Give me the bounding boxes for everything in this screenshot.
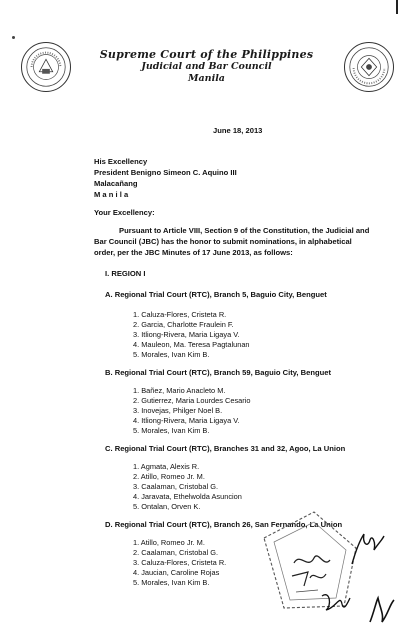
nominee-item: 3. Caalaman, Cristobal G.: [133, 482, 219, 491]
nominee-item: 3. Itliong-Rivera, Maria Ligaya V.: [133, 330, 240, 339]
handwritten-mark-icon: [348, 530, 388, 568]
nominee-item: 3. Caluza-Flores, Cristeta R.: [133, 558, 227, 567]
nominee-item: 5. Morales, Ivan Kim B.: [133, 426, 210, 435]
nominee-item: 5. Morales, Ivan Kim B.: [133, 578, 210, 587]
addressee-line: M a n i l a: [94, 190, 129, 199]
letterhead-city: Manila: [188, 73, 225, 84]
speck: [12, 36, 15, 39]
nominee-item: 4. Jaucian, Caroline Rojas: [133, 568, 220, 577]
nominee-item: 5. Ontalan, Orven K.: [133, 502, 201, 511]
nominee-item: 4. Itliong-Rivera, Maria Ligaya V.: [133, 416, 240, 425]
nominee-item: 4. Mauleon, Ma. Teresa Pagtalunan: [133, 340, 250, 349]
nominee-item: 5. Morales, Ivan Kim B.: [133, 350, 210, 359]
section-title: D. Regional Trial Court (RTC), Branch 26, San Fernando, La Union: [105, 520, 343, 529]
addressee-line: Malacañang: [94, 179, 138, 188]
region-heading: I. REGION I: [105, 269, 146, 278]
nominee-item: 1. Atillo, Romeo Jr. M.: [133, 538, 205, 547]
nominee-item: 1. Caluza-Flores, Cristeta R.: [133, 310, 227, 319]
nominee-item: 3. Inovejas, Philger Noel B.: [133, 406, 223, 415]
addressee-line: President Benigno Simeon C. Aquino III: [94, 168, 237, 177]
section-title: A. Regional Trial Court (RTC), Branch 5, Baguio City, Benguet: [105, 290, 327, 299]
nominee-item: 2. Atillo, Romeo Jr. M.: [133, 472, 205, 481]
nominee-item: 2. Garcia, Charlotte Fraulein F.: [133, 320, 234, 329]
body-line: order, per the JBC Minutes of 17 June 2013, as follows:: [94, 248, 293, 257]
letter-date: June 18, 2013: [213, 126, 263, 135]
body-line: Pursuant to Article VIII, Section 9 of the Constitution, the Judicial and: [119, 226, 370, 235]
handwritten-initials-icon: [364, 592, 398, 628]
section-title: B. Regional Trial Court (RTC), Branch 59, Baguio City, Benguet: [105, 368, 332, 377]
nominee-item: 1. Bañez, Mario Anacleto M.: [133, 386, 226, 395]
handwritten-initials-icon: [318, 586, 354, 618]
salutation: Your Excellency:: [94, 208, 155, 217]
nominee-item: 2. Gutierrez, Maria Lourdes Cesario: [133, 396, 251, 405]
addressee-line: His Excellency: [94, 157, 148, 166]
nominee-item: 4. Jaravata, Ethelwolda Asuncion: [133, 492, 242, 501]
letterhead-council: Judicial and Bar Council: [141, 61, 272, 72]
section-title: C. Regional Trial Court (RTC), Branches 31 and 32, Agoo, La Union: [105, 444, 346, 453]
nominee-item: 1. Agmata, Alexis R.: [133, 462, 200, 471]
body-line: Bar Council (JBC) has the honor to submit nominations, in alphabetical: [94, 237, 352, 246]
letterhead-court: Supreme Court of the Philippines: [99, 48, 314, 61]
page-mark: [396, 0, 398, 14]
nominee-item: 2. Caalaman, Cristobal G.: [133, 548, 219, 557]
